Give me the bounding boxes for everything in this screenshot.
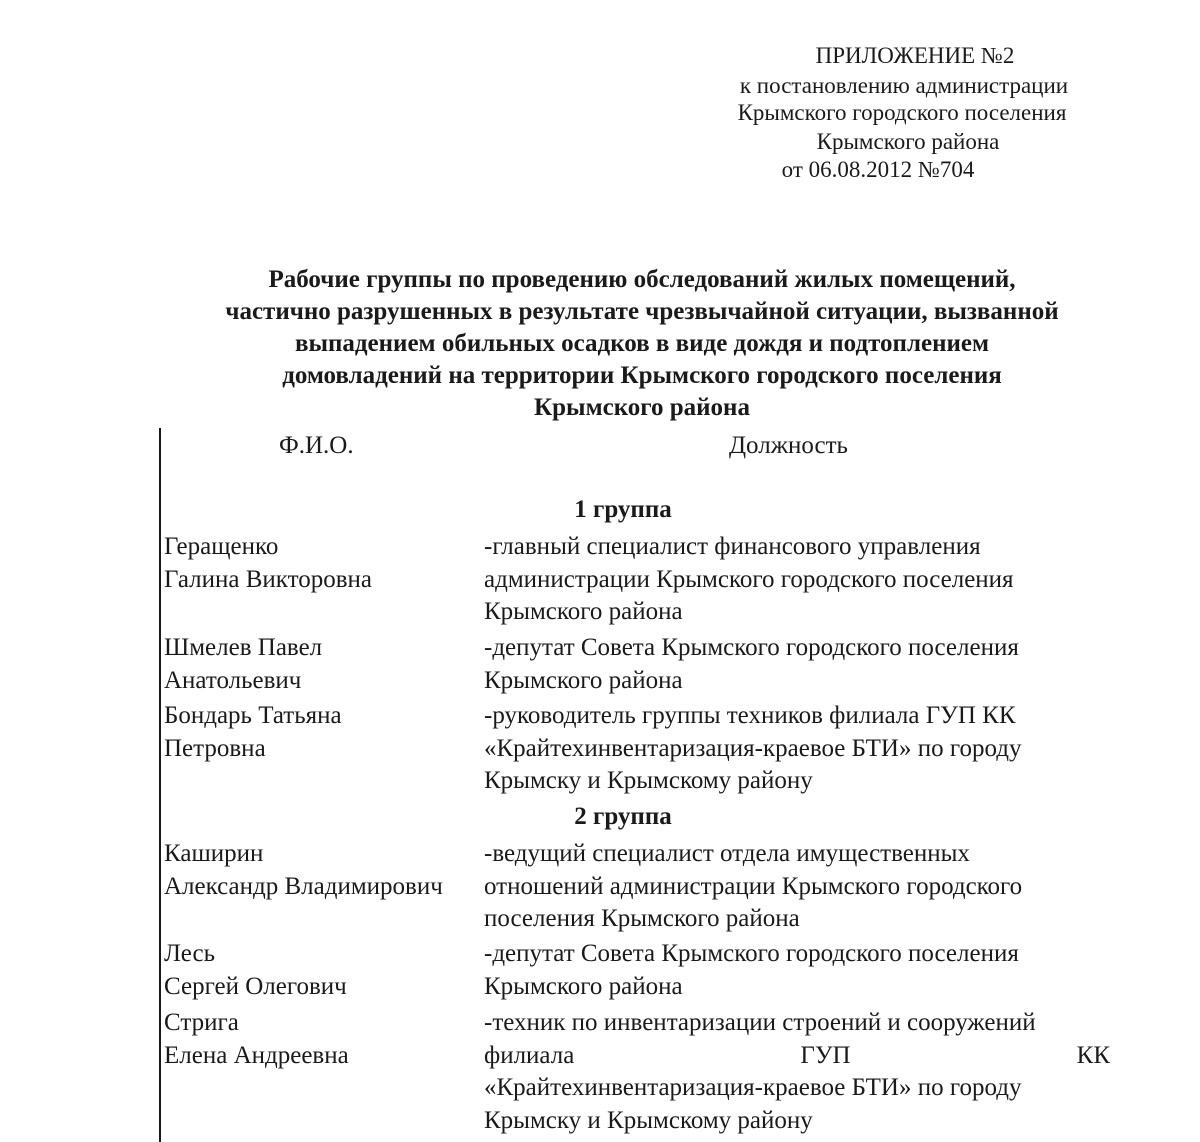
member-name: [164, 531, 372, 596]
member-name: [164, 1007, 349, 1072]
title-line: домовладений на территории Крымского городского поселения: [282, 362, 1002, 389]
position-line: администрации Крымского городского поселения: [484, 565, 1014, 593]
position-line: -руководитель группы техников филиала ГУП КК: [484, 702, 1016, 729]
group-2-heading: 2 группа: [574, 803, 672, 830]
position-line: поселения Крымского района: [484, 905, 800, 932]
position-line: -главный специалист финансового управления: [484, 533, 981, 560]
member-given-names: Александр Владимирович: [164, 872, 443, 900]
member-surname: Бондарь Татьяна: [164, 702, 342, 729]
column-header-name: Ф.И.О.: [279, 432, 354, 459]
member-name: [164, 938, 347, 1003]
position-line: отношений администрации Крымского городского: [484, 872, 1023, 900]
member-given-names: Сергей Олегович: [164, 972, 347, 1000]
group-1-heading: 1 группа: [574, 496, 672, 523]
table-left-border: [159, 428, 161, 1142]
position-line: -депутат Совета Крымского городского поселения: [484, 634, 1019, 661]
member-name: [164, 838, 443, 903]
member-position: [484, 1007, 1110, 1137]
member-given-names: Анатольевич: [164, 666, 302, 694]
member-surname: Каширин: [164, 840, 264, 867]
member-surname: Стрига: [164, 1009, 239, 1036]
appendix-administration: Крымского городского поселения: [737, 100, 1067, 125]
member-position: [484, 938, 1110, 1003]
position-line: -техник по инвентаризации строений и сооружений: [484, 1009, 1036, 1036]
appendix-district: Крымского района: [816, 129, 1000, 154]
position-word: ГУП: [800, 1041, 851, 1069]
title-line: выпадением обильных осадков в виде дождя и подтоплением: [294, 330, 990, 357]
position-word: КК: [1076, 1041, 1110, 1069]
document-title: [140, 264, 1144, 424]
position-line: Крымску и Крымскому району: [484, 1106, 813, 1134]
position-line-justified: [484, 1040, 1110, 1073]
member-surname: Шмелев Павел: [164, 634, 323, 661]
member-position: [484, 700, 1110, 798]
position-line: Крымского района: [484, 972, 683, 1000]
column-header-position: Должность: [729, 432, 848, 459]
member-position: [484, 632, 1110, 697]
member-surname: Геращенко: [164, 533, 279, 560]
title-line: частично разрушенных в результате чрезвычайной ситуации, вызванной: [225, 298, 1059, 325]
appendix-date: от 06.08.2012 №704: [781, 157, 975, 182]
position-line: Крымску и Крымскому району: [484, 767, 813, 794]
position-line: Крымского района: [484, 666, 683, 694]
appendix-number: ПРИЛОЖЕНИЕ №2: [815, 43, 1015, 68]
member-position: [484, 531, 1110, 629]
position-line: -депутат Совета Крымского городского поселения: [484, 940, 1019, 967]
position-line: «Крайтехинвентаризация-краевое БТИ» по городу: [484, 1074, 1022, 1101]
member-name: [164, 632, 322, 697]
title-line: Рабочие группы по проведению обследований жилых помещений,: [268, 266, 1016, 293]
member-surname: Лесь: [164, 940, 216, 967]
member-given-names: Петровна: [164, 734, 266, 762]
position-line: Крымского района: [484, 598, 683, 625]
member-given-names: Елена Андреевна: [164, 1041, 349, 1069]
member-position: [484, 838, 1110, 936]
member-name: [164, 700, 342, 765]
position-line: -ведущий специалист отдела имущественных: [484, 840, 970, 867]
member-given-names: Галина Викторовна: [164, 565, 372, 593]
appendix-reference: к постановлению администрации: [739, 73, 1069, 98]
title-line: Крымского района: [534, 394, 750, 421]
position-word: филиала: [484, 1041, 575, 1069]
position-line: «Крайтехинвентаризация-краевое БТИ» по городу: [484, 734, 1022, 762]
